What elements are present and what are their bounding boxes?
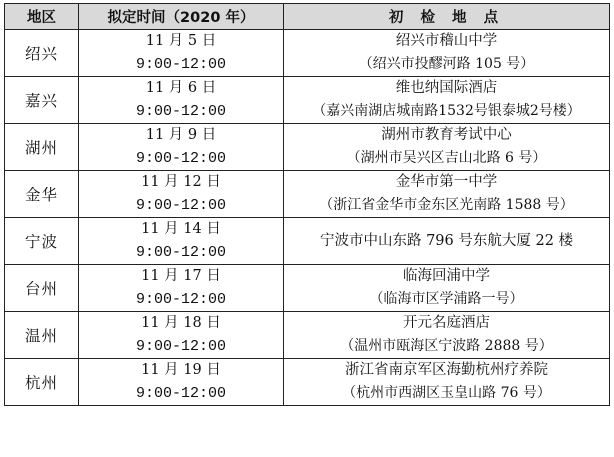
- date-text: 11 月 14 日: [141, 221, 221, 237]
- venue-text: 开元名庭酒店: [403, 315, 490, 331]
- table-header: [5, 4, 610, 30]
- venue-text: 金华市第一中学: [395, 174, 498, 190]
- site-cell: [284, 30, 610, 77]
- address-text: （温州市瓯海区宁波路 2888 号）: [340, 338, 553, 354]
- site-cell: [284, 265, 610, 312]
- table-row: [5, 312, 610, 359]
- table-row: [5, 77, 610, 124]
- address-text: （绍兴市投醪河路 105 号）: [358, 56, 535, 72]
- header-row: [5, 4, 610, 30]
- time-text: 9:00-12:00: [135, 385, 226, 402]
- site-cell: [284, 124, 610, 171]
- date-text: 11 月 17 日: [141, 268, 221, 284]
- time-cell: [79, 77, 284, 124]
- region-cell: 嘉兴: [5, 77, 79, 124]
- venue-text: 湖州市教育考试中心: [381, 127, 512, 143]
- region-cell: 台州: [5, 265, 79, 312]
- table-row: [5, 265, 610, 312]
- date-text: 11 月 19 日: [141, 362, 221, 378]
- venue-text: 浙江省南京军区海勤杭州疗养院: [345, 362, 548, 378]
- time-cell: [79, 171, 284, 218]
- time-cell: [79, 30, 284, 77]
- time-text: 9:00-12:00: [135, 338, 226, 355]
- table-row: [5, 30, 610, 77]
- address-text: （湖州市吴兴区吉山北路 6 号）: [346, 150, 547, 166]
- time-text: 9:00-12:00: [135, 291, 226, 308]
- region-cell: 绍兴: [5, 30, 79, 77]
- date-text: 11 月 5 日: [145, 33, 217, 49]
- venue-text: 临海回浦中学: [403, 268, 490, 284]
- address-text: （嘉兴南湖店城南路1532号银泰城2号楼）: [312, 103, 581, 119]
- header-site: 初 检 地 点: [284, 4, 610, 30]
- site-cell: [284, 359, 610, 406]
- time-cell: [79, 312, 284, 359]
- region-cell: 金华: [5, 171, 79, 218]
- time-text: 9:00-12:00: [135, 56, 226, 73]
- time-text: 9:00-12:00: [135, 150, 226, 167]
- date-text: 11 月 12 日: [141, 174, 221, 190]
- time-text: 9:00-12:00: [135, 197, 226, 214]
- time-cell: [79, 124, 284, 171]
- site-cell: [284, 312, 610, 359]
- time-text: 9:00-12:00: [135, 244, 226, 261]
- header-time: 拟定时间（2020 年）: [79, 4, 284, 30]
- exam-schedule-table: [4, 3, 610, 406]
- region-cell: 温州: [5, 312, 79, 359]
- site-cell: [284, 218, 610, 265]
- time-cell: [79, 218, 284, 265]
- address-text: （杭州市西湖区玉皇山路 76 号）: [342, 385, 551, 401]
- region-cell: 湖州: [5, 124, 79, 171]
- table-body: [5, 30, 610, 406]
- time-cell: [79, 265, 284, 312]
- header-region: 地区: [5, 4, 79, 30]
- region-cell: 杭州: [5, 359, 79, 406]
- address-text: （浙江省金华市金东区光南路 1588 号）: [319, 197, 574, 213]
- time-cell: [79, 359, 284, 406]
- address-text: （临海市区学浦路一号）: [369, 291, 524, 307]
- region-cell: 宁波: [5, 218, 79, 265]
- table-row: [5, 218, 610, 265]
- table-row: [5, 171, 610, 218]
- venue-text: 宁波市中山东路 796 号东航大厦 22 楼: [319, 232, 574, 249]
- date-text: 11 月 9 日: [145, 127, 217, 143]
- site-cell: [284, 171, 610, 218]
- table-row: [5, 359, 610, 406]
- site-cell: [284, 77, 610, 124]
- date-text: 11 月 18 日: [141, 315, 221, 331]
- venue-text: 绍兴市稽山中学: [395, 33, 498, 49]
- table-row: [5, 124, 610, 171]
- date-text: 11 月 6 日: [145, 80, 217, 96]
- venue-text: 维也纳国际酒店: [395, 80, 498, 96]
- time-text: 9:00-12:00: [135, 103, 226, 120]
